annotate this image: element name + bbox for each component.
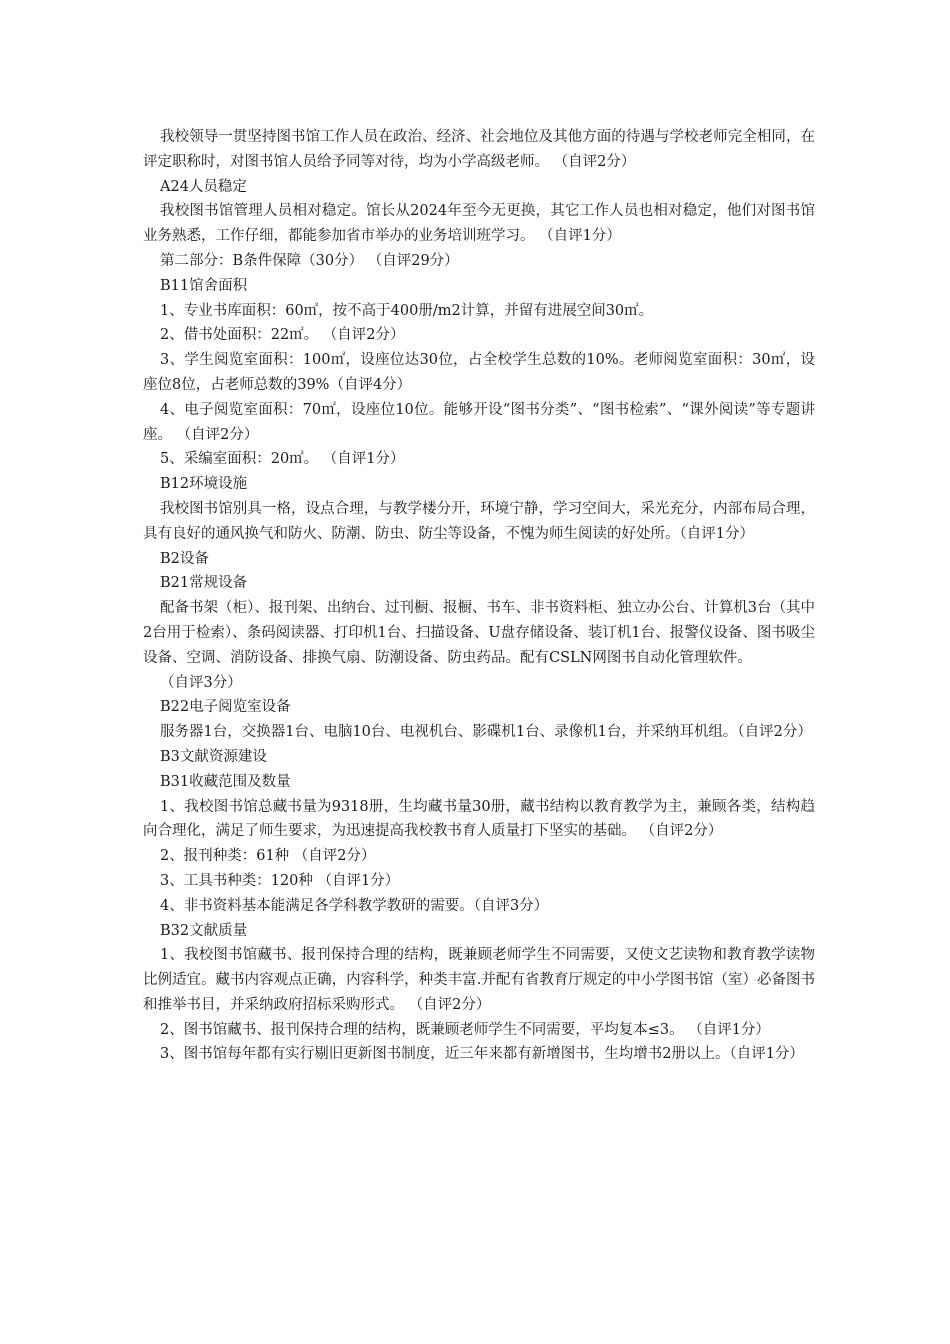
list-item-structure: 1、我校图书馆藏书、报刊保持合理的结构，既兼顾老师学生不同需要，又使文艺读物和教育教学读物比例适宜。藏书内容观点正确，内容科学，种类丰富.并配有省教育厅规定的中小学图书馆（室）必备图书和推举书目，并采纳政府招标采购形式。 （自评2分） [143, 947, 815, 1013]
paragraph-staff-stability: 我校图书馆管理人员相对稳定。馆长从2024年至今无更换，其它工作人员也相对稳定，他们对图书馆业务熟悉，工作仔细，都能参加省市举办的业务培训班学习。 （自评1分） [143, 203, 815, 245]
heading-b12: B12环境设施 [160, 476, 248, 493]
document-body [143, 125, 815, 1067]
heading-part-two: 第二部分：B条件保障（30分） （自评29分） [160, 252, 459, 269]
list-item-stack-area: 1、专业书库面积：60㎡，按不高于400册/m2计算，并留有进展空间30㎡。 [160, 302, 654, 319]
heading-b21: B21常规设备 [160, 575, 248, 592]
paragraph-environment: 我校图书馆别具一格，设点合理，与教学楼分开，环境宁静，学习空间大，采光充分，内部布局合理，具有良好的通风换气和防火、防潮、防虫、防尘等设备，不愧为师生阅读的好处所。（自评1分） [143, 500, 815, 542]
heading-b22: B22电子阅览室设备 [160, 699, 291, 716]
list-item-copies: 2、图书馆藏书、报刊保持合理的结构，既兼顾老师学生不同需要，平均复本≤3。 （自评1分） [160, 1021, 770, 1038]
heading-b32: B32文献质量 [160, 922, 248, 939]
list-item-non-book: 4、非书资料基本能满足各学科教学教研的需要。（自评3分） [160, 897, 549, 914]
paragraph-treatment: 我校领导一贯坚持图书馆工作人员在政治、经济、社会地位及其他方面的待遇与学校老师完全相同，在评定职称时，对图书馆人员给予同等对待，均为小学高级老师。 （自评2分） [143, 129, 815, 170]
paragraph-equipment: 配备书架（柜）、报刊架、出纳台、过刊橱、报橱、书车、非书资料柜、独立办公台、计算机3台（其中2台用于检索）、条码阅读器、打印机1台、扫描设备、U盘存储设备、装订机1台、报警仪设备、图书吸尘设备、空调、消防设备、排换气扇、防潮设备、防虫药品。配有CSLN网图书自动化管理软件。 [143, 600, 815, 666]
list-item-collection-total: 1、我校图书馆总藏书量为9318册，生均藏书量30册，藏书结构以教育教学为主，兼顾各类，结构趋向合理化，满足了师生要求，为迅速提高我校教书育人质量打下坚实的基础。 （自评2分） [143, 798, 815, 840]
list-item-weeding: 3、图书馆每年都有实行剔旧更新图书制度，近三年来都有新增图书，生均增书2册以上。（自评1分） [160, 1046, 804, 1063]
list-item-e-reading-area: 4、电子阅览室面积：70㎡，设座位10位。能够开设“图书分类”、“图书检索”、“课外阅读”等专题讲座。 （自评2分） [143, 401, 815, 443]
list-item-lending-area: 2、借书处面积：22㎡。 （自评2分） [160, 327, 405, 344]
list-item-periodicals: 2、报刊种类：61种 （自评2分） [160, 848, 376, 865]
heading-b11: B11馆舍面积 [160, 277, 248, 294]
paragraph-equipment-score: （自评3分） [160, 674, 242, 691]
list-item-reading-room-area: 3、学生阅览室面积：100㎡，设座位达30位，占全校学生总数的10%。老师阅览室面积：30㎡，设座位8位，占老师总数的39%（自评4分） [143, 352, 815, 393]
heading-b3: B3文献资源建设 [160, 748, 267, 765]
list-item-cataloging-area: 5、采编室面积：20㎡。 （自评1分） [160, 451, 405, 468]
list-item-reference-books: 3、工具书种类：120种 （自评1分） [160, 872, 400, 889]
heading-a24: A24人员稳定 [160, 178, 247, 195]
paragraph-e-reading-equipment: 服务器1台，交换器1台、电脑10台、电视机台、影碟机1台、录像机1台，并采纳耳机组。（自评2分） [160, 724, 812, 741]
heading-b31: B31收藏范围及数量 [160, 773, 291, 790]
heading-b2: B2设备 [160, 550, 209, 567]
